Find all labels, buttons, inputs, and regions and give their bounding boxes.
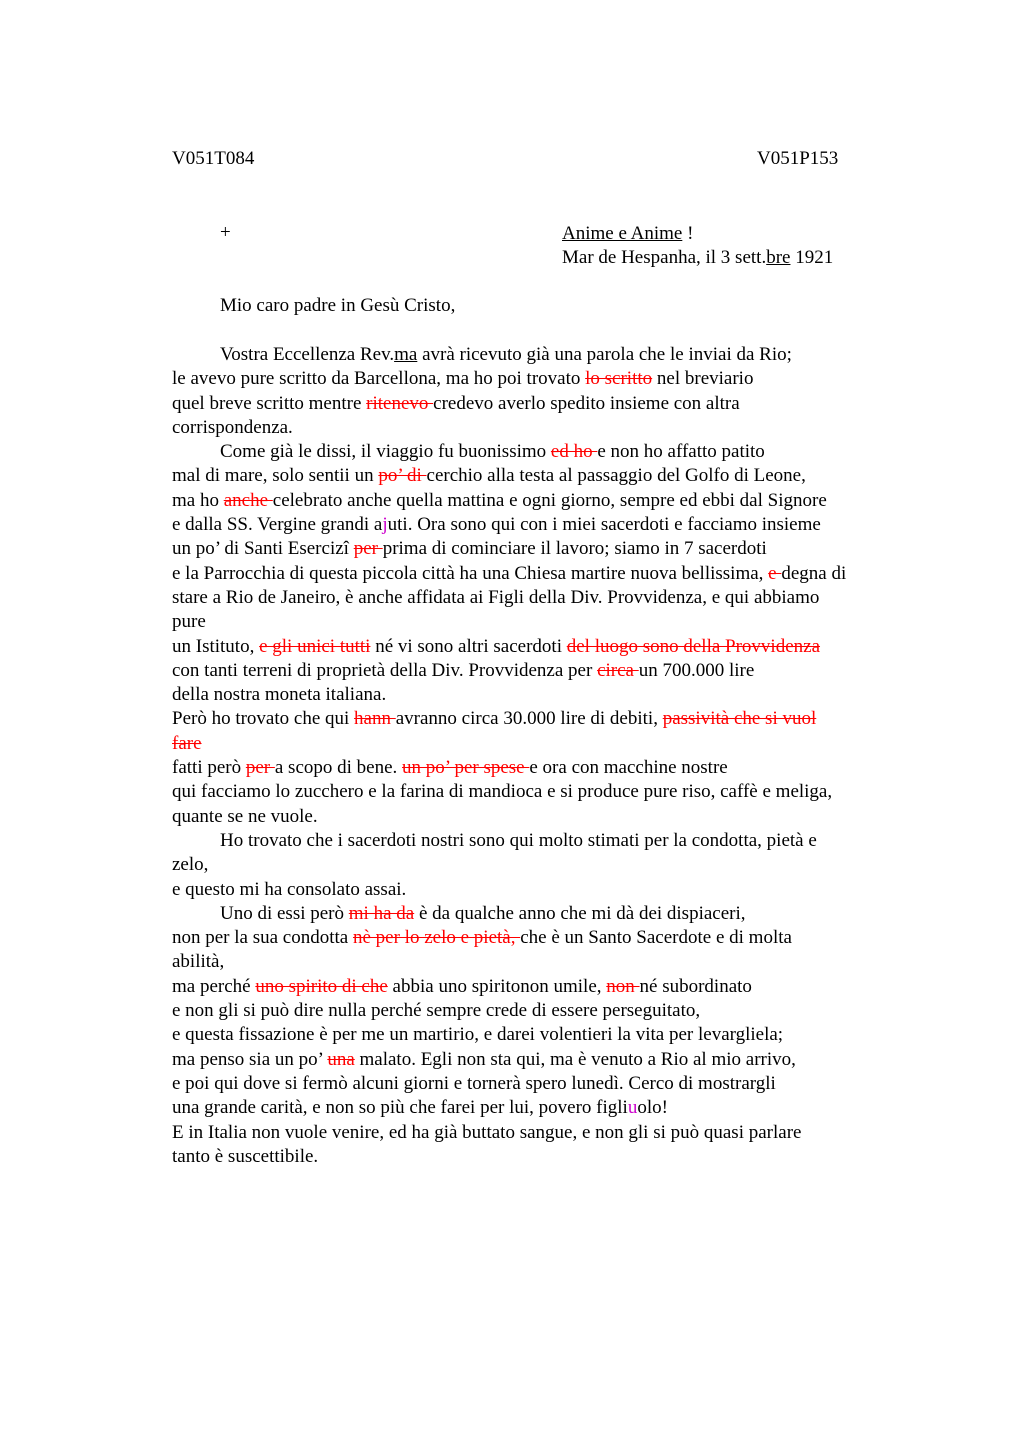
text-line [172, 635, 912, 659]
deleted-text: ritenevo [366, 392, 434, 414]
text-line [172, 343, 912, 367]
text-line [172, 853, 912, 877]
text-line [172, 950, 912, 974]
text-line [172, 926, 912, 950]
text-segment: a scopo di bene. [274, 757, 403, 779]
text-line [172, 732, 912, 756]
text-segment: ma perché [172, 975, 256, 997]
text-segment: non per la sua condotta [172, 927, 353, 949]
text-line [172, 1023, 912, 1047]
text-segment: mal di mare, solo sentii un [172, 465, 379, 487]
text-segment: zelo, [172, 854, 209, 876]
text-segment: e non ho affatto patito [597, 441, 765, 463]
deleted-text: un po’ per spese [402, 757, 530, 779]
deleted-text: una [327, 1048, 355, 1070]
text-line [172, 392, 912, 416]
letter-title-underlined: Anime e Anime [562, 223, 683, 244]
text-line [172, 1072, 912, 1096]
text-line [172, 707, 912, 731]
text-segment: ma ho [172, 489, 224, 511]
text-segment: le avevo pure scritto da Barcellona, ma ho poi trovato [172, 368, 586, 390]
text-line [172, 659, 912, 683]
text-segment: prima di cominciare il lavoro; siamo in 7 sacerdoti [382, 538, 767, 560]
text-segment: Uno di essi però [220, 902, 349, 924]
text-segment: un Istituto, [172, 635, 260, 657]
dateline-before: Mar de Hespanha, il 3 sett. [562, 247, 767, 268]
text-segment: uti. Ora sono qui con i miei sacerdoti e facciamo insieme [387, 514, 821, 536]
text-segment: avranno circa 30.000 lire di debiti, [395, 708, 663, 730]
text-segment: abilità, [172, 951, 225, 973]
deleted-text: nè per lo zelo e pietà, [352, 927, 521, 949]
text-line [172, 878, 912, 902]
text-line [172, 683, 912, 707]
dateline-underlined: bre [766, 247, 791, 268]
text-segment: quel breve scritto mentre [172, 392, 367, 414]
text-segment: quante se ne vuole. [172, 805, 318, 827]
deleted-text: per [353, 538, 383, 560]
text-segment: fatti però [172, 757, 246, 779]
text-segment: Vostra Eccellenza Rev. [220, 344, 395, 365]
text-segment: tanto è suscettibile. [172, 1145, 319, 1167]
text-segment: un 700.000 lire [638, 659, 755, 681]
deleted-text: passività che si vuol [662, 708, 817, 730]
deleted-text: anche [223, 489, 273, 511]
text-segment: ma penso sia un po’ [172, 1048, 328, 1070]
text-segment: e ora con macchine nostre [529, 757, 728, 779]
salutation: Mio caro padre in Gesù Cristo, [220, 295, 456, 316]
underlined-text: ma [394, 344, 418, 365]
text-segment: avrà ricevuto già una parola che le inviai da Rio; [417, 344, 792, 365]
text-segment: né vi sono altri sacerdoti [370, 635, 567, 657]
text-segment: cerchio alla testa al passaggio del Golfo di Leone, [426, 465, 806, 487]
text-segment: stare a Rio de Janeiro, è anche affidata ai Figli della Div. Provvidenza, e qui abbiamo [172, 586, 820, 608]
cross-mark: + [220, 222, 231, 243]
letter-body [172, 343, 912, 1169]
text-line [172, 756, 912, 780]
deleted-text: ed ho [550, 441, 598, 463]
text-segment: e questo mi ha consolato assai. [172, 878, 407, 900]
deleted-text: hann [354, 708, 396, 730]
text-segment: è da qualche anno che mi dà dei dispiaceri, [414, 902, 746, 924]
document-code-left: V051T084 [172, 148, 255, 169]
deleted-text: per [245, 757, 275, 779]
text-segment: qui facciamo lo zucchero e la farina di mandioca e si produce pure riso, caffè e meliga, [172, 781, 833, 803]
text-line [172, 829, 912, 853]
text-segment: nel breviario [652, 368, 754, 390]
inserted-text: j [382, 514, 388, 536]
deleted-text: uno spirito di che [255, 975, 388, 997]
text-line [172, 1121, 912, 1145]
deleted-text: po’ di [378, 465, 427, 487]
text-line [172, 489, 912, 513]
text-segment: credevo averlo spedito insieme con altra [433, 392, 740, 414]
text-line [172, 416, 912, 440]
text-line [172, 464, 912, 488]
text-line [172, 902, 912, 926]
text-line [172, 513, 912, 537]
text-segment: Però ho trovato che qui [172, 708, 355, 730]
text-segment: che è un Santo Sacerdote e di molta [520, 927, 792, 949]
text-segment: Come già le dissi, il viaggio fu buonissimo [220, 441, 551, 463]
text-segment: degna di [781, 562, 847, 584]
deleted-text: circa [597, 659, 639, 681]
deleted-text: del luogo sono della Provvidenza [566, 635, 821, 657]
text-segment: malato. Egli non sta qui, ma è venuto a Rio al mio arrivo, [354, 1048, 796, 1070]
inserted-text: u [627, 1097, 638, 1119]
text-line [172, 562, 912, 586]
text-segment: e la Parrocchia di questa piccola città ha una Chiesa martire nuova bellissima, [172, 562, 769, 584]
letter-title [562, 222, 833, 246]
text-segment: con tanti terreni di proprietà della Div. Provvidenza per [172, 659, 598, 681]
text-line [172, 1048, 912, 1072]
letter-title-rest: ! [682, 223, 694, 244]
text-segment: E in Italia non vuole venire, ed ha già buttato sangue, e non gli si può quasi parlare [172, 1121, 802, 1143]
text-line [172, 440, 912, 464]
text-segment: corrispondenza. [172, 416, 293, 438]
text-segment: pure [172, 611, 206, 633]
text-segment: abbia uno spiritonon umile, [387, 975, 607, 997]
text-segment: un po’ di Santi Esercizi [172, 538, 349, 560]
letter-dateline [562, 246, 833, 270]
text-line [172, 586, 912, 610]
text-segment: e poi qui dove si fermò alcuni giorni e tornerà spero lunedì. Cerco di mostrargli [172, 1072, 776, 1094]
text-line [172, 367, 912, 391]
dateline-after: 1921 [790, 247, 834, 268]
text-line [172, 805, 912, 829]
text-line [172, 999, 912, 1023]
text-line [172, 1145, 912, 1169]
deleted-text: e [768, 562, 782, 584]
letter-heading [562, 222, 833, 270]
text-segment: della nostra moneta italiana. [172, 684, 387, 706]
text-segment: una grande carità, e non so più che farei per lui, povero figli [172, 1097, 628, 1119]
text-segment: olo! [637, 1097, 668, 1119]
deleted-text: e gli unici tutti [259, 635, 371, 657]
text-segment: Ho trovato che i sacerdoti nostri sono qui molto stimati per la condotta, pietà e [220, 829, 817, 851]
text-segment: né subordinato [639, 975, 752, 997]
text-line [172, 975, 912, 999]
deleted-text: lo scritto [585, 368, 653, 390]
text-segment: e questa fissazione è per me un martirio, e darei volentieri la vita per levargliela; [172, 1024, 784, 1046]
text-segment: e dalla SS. Vergine grandi a [172, 514, 383, 536]
document-code-right: V051P153 [757, 148, 839, 169]
text-segment: celebrato anche quella mattina e ogni giorno, sempre ed ebbi dal Signore [272, 489, 827, 511]
deleted-text: mi ha da [348, 902, 415, 924]
text-line [172, 537, 912, 561]
text-line [172, 1096, 912, 1120]
deleted-text: non [606, 975, 640, 997]
text-line [172, 610, 912, 634]
deleted-text: fare [172, 732, 202, 754]
text-line [172, 780, 912, 804]
text-segment: e non gli si può dire nulla perché sempre crede di essere perseguitato, [172, 1000, 701, 1022]
